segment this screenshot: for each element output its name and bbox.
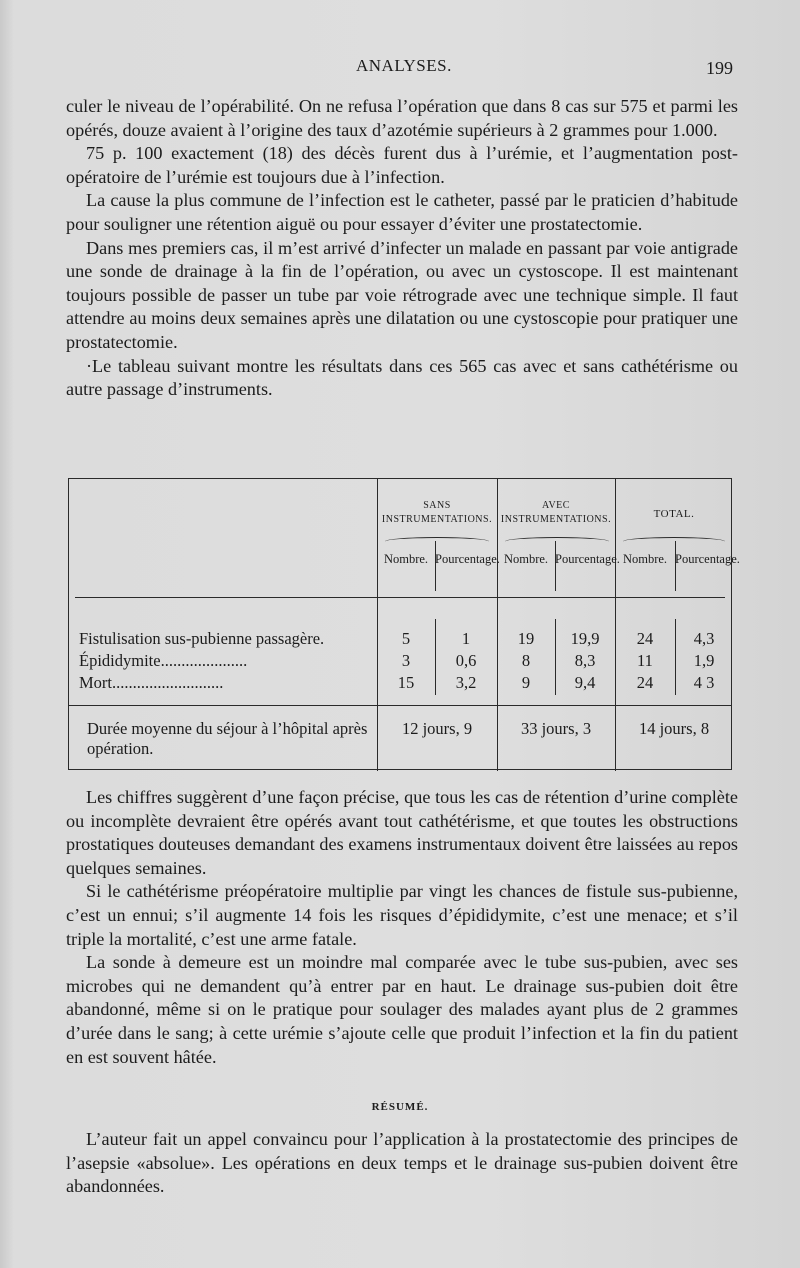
row-label: Mort........................... [79,673,224,692]
table-rule [69,705,731,706]
col-nombre: Nombre. [622,552,668,566]
results-table [68,478,740,770]
col-nombre: Nombre. [383,552,429,566]
body-text-bottom [66,786,738,1069]
paragraph: culer le niveau de l’opérabilité. On ne refusa l’opération que dans 8 cas sur 575 et parmi les opérés, douze avaient à l’origine des taux d’azotémie supérieurs à 2 grammes pour 1.000. [66,96,738,140]
brace-sans [385,537,489,546]
table-cell: 19,9 [570,629,600,648]
col-pourcentage: Pourcentage. [435,552,500,566]
table-cell: 3 [401,651,411,670]
running-head [0,52,800,82]
running-title: ANALYSES. [356,56,452,75]
duration-avec: 33 jours, 3 [520,719,592,738]
col-pourcentage: Pourcentage. [555,552,620,566]
table-cell: 5 [401,629,411,648]
table-cell: 4 3 [693,673,715,692]
row-label: Épididymite..................... [79,651,248,670]
paragraph: Les chiffres suggèrent d’une façon précise, que tous les cas de rétention d’urine complète ou incomplète devraient être opérés avant tout cathétérisme, et que toutes les obstructions prostatiques douteuses demandant des examens instrumentaux doivent être laissées au repos quelques semaines. [66,787,738,878]
paragraph: Si le cathétérisme préopératoire multiplie par vingt les chances de fistule sus-pubienne, c’est un ennui; s’il augmente 14 fois les risques d’épididymite, c’est une menace; et s’il triple la mortalité, c’est une arme fatale. [66,881,738,949]
table-cell: 24 [636,673,654,692]
table-cell: 0,6 [455,651,477,670]
paragraph: ·Le tableau suivant montre les résultats dans ces 565 cas avec et sans cathétérisme ou autre passage d’instruments. [66,355,738,400]
duration-label: Durée moyenne du séjour à l’hôpital après opération. [87,719,368,758]
page-number: 199 [706,58,733,78]
body-text-top [66,95,738,402]
header-avec: AVEC INSTRUMENTATIONS. [500,500,612,525]
table-cell: 9 [521,673,531,692]
resume-heading: RÉSUMÉ. [371,1101,429,1113]
col-nombre: Nombre. [503,552,549,566]
table-cell: 8,3 [574,651,596,670]
table-cell: 1 [461,629,471,648]
paragraph: L’auteur fait un appel convaincu pour l’application à la prostatectomie des principes de l’asepsie «absolue». Les opérations en deux temps et le drainage sus-pubien doivent être abandonnées. [66,1129,738,1197]
table-cell: 11 [637,651,653,670]
table-cell: 9,4 [574,673,596,692]
paragraph: 75 p. 100 exactement (18) des décès furent dus à l’urémie, et l’augmentation post-opératoire de l’urémie est toujours due à l’infection. [66,143,738,187]
duration-total: 14 jours, 8 [638,719,710,738]
table-cell: 15 [397,673,415,692]
paragraph: La cause la plus commune de l’infection est le catheter, passé par le praticien d’habitude pour souligner une rétention aiguë ou pour essayer d’éviter une prostatectomie. [66,190,738,234]
table-cell: 4,3 [693,629,715,648]
resume-text [66,1128,738,1199]
duration-sans: 12 jours, 9 [401,719,473,738]
table-cell: 19 [517,629,535,648]
table-rule [75,597,725,598]
paragraph: Dans mes premiers cas, il m’est arrivé d’infecter un malade en passant par voie antigrade une sonde de drainage à la fin de l’opération, ou avec un cystoscope. Il est maintenant toujours possible de passer un tube par voie rétrograde avec une technique simple. Il faut attendre au moins deux semaines après une dilatation ou une cystoscopie pour pratiquer une prostatectomie. [66,237,738,352]
table-cell: 24 [636,629,654,648]
table-cell: 1,9 [693,651,715,670]
brace-total [623,537,725,546]
table-cell: 3,2 [455,673,477,692]
col-pourcentage: Pourcentage. [675,552,740,566]
header-total: TOTAL. [653,508,695,520]
table-cell: 8 [521,651,531,670]
paragraph: La sonde à demeure est un moindre mal comparée avec le tube sus-pubien, avec ses microbes qui ne demandent qu’à entrer par en haut. Le drainage sus-pubien doit être abandonné, même si on le pratique pour soulager des malades ayant plus de 2 grammes d’urée dans le sang; à cette urémie s’ajoute celle que produit l’infection et la fin du patient en est souvent hâtée. [66,952,738,1067]
brace-avec [505,537,609,546]
header-sans: SANS INSTRUMENTATIONS. [381,500,493,525]
row-label: Fistulisation sus-pubienne passagère. [79,629,325,648]
